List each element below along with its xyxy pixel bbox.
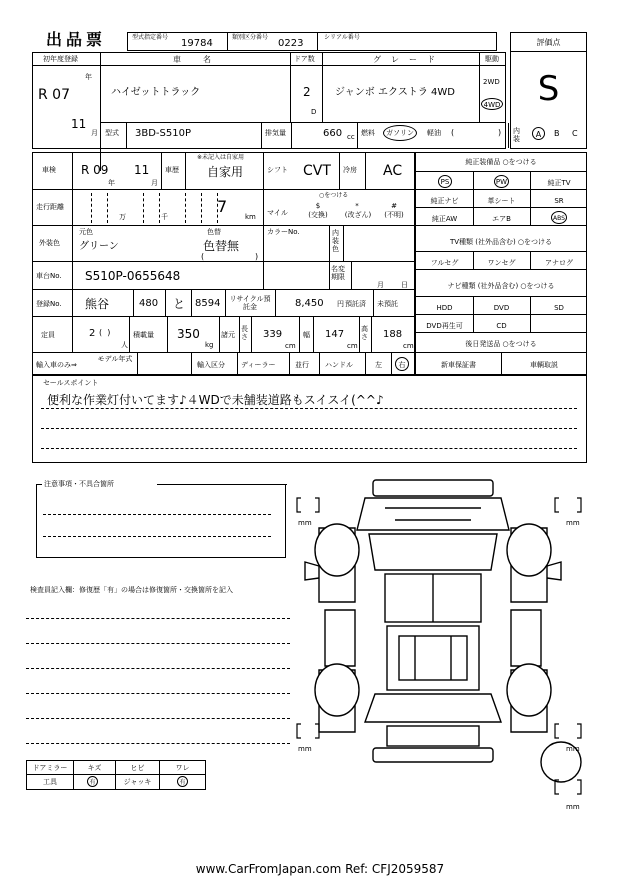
inspector-label: 検査員記入欄：修復歴「有」の場合は修復箇所・交換箇所を記入 (30, 586, 233, 594)
cd: CD (496, 322, 507, 330)
name-change-day: 日 (401, 281, 408, 289)
dealer-label: ディーラー (241, 361, 276, 369)
length-value: 339 (263, 329, 283, 340)
capacity-label: 定員 (41, 331, 55, 339)
genuine-tv: 純正TV (547, 179, 571, 187)
model-year-label: モデル年式 (97, 355, 133, 363)
caution-box (36, 484, 286, 558)
load-unit: kg (205, 341, 214, 349)
height-unit: cm (403, 342, 414, 350)
rating-value: S (537, 69, 560, 109)
capacity-unit: 人 (121, 341, 128, 349)
inspection-month-unit: 月 (151, 179, 158, 187)
bottom-table (26, 760, 206, 790)
vehicle-block: 初年度登録 年 R 07 11 月 車名 ハイゼットトラック ドア数 2 D グレード ジャンボ エクストラ 4WD 駆動 2WD 4WD 型式 3BD-S510P 排気量 660 cc 燃料 ガソリン 軽油 ( ) (32, 52, 506, 149)
jack-yes: 有 (177, 776, 188, 787)
mileage-unit: km (245, 213, 256, 221)
exchange-label: (交換) (308, 211, 328, 219)
sunroof: SR (554, 197, 564, 205)
footer-reference: www.CarFromJapan.com Ref: CFJ2059587 (195, 862, 445, 876)
rating-label: 評価点 (511, 33, 586, 52)
fuel-value: ガソリン (383, 125, 417, 141)
width-label: 幅 (303, 331, 310, 339)
height-label: 高さ (361, 325, 368, 341)
width-value: 147 (325, 329, 345, 340)
shift-value: CVT (303, 163, 331, 179)
grade-value: ジャンボ エクストラ 4WD (335, 87, 456, 98)
first-reg-month-unit: 月 (91, 129, 98, 137)
model-label: 型式 (105, 129, 119, 137)
interior-rating (510, 121, 587, 149)
reg-class: 480 (139, 298, 159, 309)
history-value: 自家用 (207, 165, 244, 179)
load-value: 350 (177, 327, 200, 341)
drive-2wd: 2WD (483, 78, 500, 86)
miles-label: マイル (267, 209, 288, 217)
mileage-label: 走行距離 (36, 203, 64, 211)
reg-kana: と (173, 297, 186, 311)
mileage-sen: 千 (161, 213, 168, 221)
recycle-not: 未預託 (377, 300, 398, 308)
displacement-label: 排気量 (265, 129, 286, 137)
reg-number: 8594 (195, 298, 221, 309)
inspection-year: R 09 (81, 163, 109, 177)
doors-value: 2 (303, 85, 311, 99)
exchange-symbol: $ (315, 202, 321, 210)
power-window: PW (494, 175, 509, 188)
later-title: 後日発送品 ○をつける (416, 333, 586, 353)
chassis-label: 車台No. (36, 272, 62, 280)
power-steering: PS (438, 175, 452, 188)
right-label: 右 (395, 357, 409, 371)
header-codes (127, 32, 497, 51)
reg-area: 熊谷 (85, 297, 110, 311)
genuine-navi: 純正ナビ (430, 197, 459, 205)
sales-block (32, 375, 587, 463)
sales-label: セールスポイント (43, 379, 99, 387)
class-label: 類別区分番号 (232, 34, 269, 41)
orig-color-label: 元色 (79, 228, 93, 236)
shift-label: シフト (267, 166, 288, 174)
tools-yes: 有 (87, 776, 98, 787)
color-num-label: 色替 (207, 228, 221, 236)
load-label: 積載量 (133, 331, 154, 339)
history-label: 車歴 (165, 166, 179, 174)
broken-label: ワレ (175, 764, 190, 772)
equipment-block (415, 152, 587, 375)
manual: 車輌取説 (530, 361, 558, 369)
recycle-value: 8,450 (295, 298, 324, 309)
fuel-label: 燃料 (361, 129, 375, 137)
leather-seat: 革シート (487, 197, 516, 205)
inspector-lines (26, 598, 290, 748)
navi-title: ナビ種類 (社外品含む) ○をつける (416, 270, 586, 297)
sales-text: 便利な作業灯付いてます♪４WDで未舗装道路もスイスイ(^^♪ (47, 393, 384, 407)
inspection-month: 11 (134, 163, 150, 177)
form-type-label: 型式指定番号 (132, 34, 169, 41)
abs: ABS (551, 211, 567, 224)
recycle-label: リサイクル預託金 (229, 295, 271, 311)
tread-mm-rear-left: mm (298, 745, 312, 753)
oneseg: ワンセグ (487, 259, 516, 267)
caution-label: 注意事項・不具合箇所 (44, 480, 114, 488)
dvd-player: DVD再生可 (426, 322, 463, 330)
displacement-value: 660 (323, 128, 343, 139)
crack-label: ヒビ (130, 764, 145, 772)
mileage-man: 万 (119, 213, 126, 221)
color-change-value: 色替無 (203, 239, 240, 253)
fullseg: フルセグ (430, 259, 459, 267)
color-no-label: カラーNo. (267, 228, 300, 236)
length-unit: cm (285, 342, 296, 350)
inspection-year-unit: 年 (108, 179, 115, 187)
details-block: 車検 R 09 年 11 月 車歴 ※未記入は自家用 自家用 シフト CVT 冷房 AC 走行距離 万 千 7 km ○をつける マイル $ (交換) * (改ざん) # (不明) 外装色 元色 グリーン 色替 色替無 ( ) カラーNo. 内装色 車台No. S510P-0655648 名変期限 月 日 登録No. 熊谷 480 と 8594 リサイクル預託金 8,450 円 預託済 未預託 定員 2 ( ) 人 積載量 350 kg 諸元 長さ 339 cm 幅 147 cm 高さ 188 cm 輸入車のみ⇒ モデル年式 輸入区分 ディーラー 並行 ハンドル 左 右 (32, 152, 415, 375)
length-label: 長さ (241, 325, 248, 341)
tamper-label: (改ざん) (344, 211, 372, 219)
grade-label: グレード (373, 55, 445, 64)
color-label: 外装色 (39, 239, 60, 247)
inspection-label: 車検 (42, 166, 56, 174)
doors-label: ドア数 (294, 55, 315, 63)
form-title: 出品票 (46, 30, 107, 49)
parallel-label: 並行 (295, 361, 309, 369)
handle-label: ハンドル (325, 361, 353, 369)
import-type-label: 輸入区分 (197, 361, 225, 369)
car-name-label: 車名 (173, 55, 233, 64)
genuine-aw: 純正AW (431, 215, 458, 223)
class-value: 0223 (278, 38, 304, 49)
light-oil-label: 軽油 (427, 129, 441, 137)
analog: アナログ (545, 259, 573, 267)
name-change-month: 月 (377, 281, 384, 289)
first-reg-month: 11 (71, 117, 87, 131)
jack-label: ジャッキ (123, 778, 152, 786)
form-type-value: 19784 (181, 38, 213, 49)
interior-color-label: 内装色 (332, 229, 339, 253)
tread-mm-rear-right: mm (566, 745, 580, 753)
chassis-value: S510P-0655648 (85, 269, 181, 283)
unknown-label: (不明) (384, 211, 404, 219)
left-label: 左 (375, 361, 382, 369)
recycle-unit: 円 (337, 300, 344, 308)
tools-label: 工具 (43, 778, 57, 786)
tv-title: TV種類 (社外品含む) ○をつける (416, 226, 586, 252)
door-mirror-label: ドアミラー (32, 764, 68, 772)
hdd: HDD (436, 304, 453, 312)
history-note: ※未記入は自家用 (197, 154, 245, 161)
ac-label: 冷房 (343, 166, 357, 174)
interior-c: C (572, 129, 578, 138)
first-reg-year-unit: 年 (85, 73, 92, 81)
tread-mm-front-left: mm (298, 519, 312, 527)
height-value: 188 (383, 329, 403, 340)
mileage-circle-note: ○をつける (319, 192, 349, 199)
mileage-value: 7 (217, 197, 228, 216)
tread-mm-front-right: mm (566, 519, 580, 527)
name-change-label: 名変期限 (331, 265, 345, 281)
ac-value: AC (383, 163, 403, 179)
tread-mm-spare: mm (566, 803, 580, 811)
capacity-value: 2 (89, 328, 96, 339)
drive-4wd: 4WD (481, 98, 503, 110)
reg-label: 登録No. (36, 300, 62, 308)
model-value: 3BD-S510P (135, 128, 191, 139)
recycle-deposited: 預託済 (345, 300, 366, 308)
import-only-label: 輸入車のみ⇒ (36, 361, 77, 369)
drive-label: 駆動 (485, 55, 499, 63)
car-name-value: ハイゼットトラック (111, 87, 201, 98)
dvd: DVD (493, 304, 510, 312)
car-body-diagram (295, 470, 595, 810)
unknown-symbol: # (391, 202, 397, 210)
width-unit: cm (347, 342, 358, 350)
sd: SD (554, 304, 564, 312)
genuine-title: 純正装備品 ○をつける (416, 153, 586, 172)
interior-b: B (554, 129, 560, 138)
airbag: エアB (492, 215, 511, 223)
displacement-unit: cc (347, 133, 355, 141)
orig-color-value: グリーン (79, 241, 119, 252)
first-reg-label: 初年度登録 (43, 55, 78, 63)
interior-a: A (532, 127, 545, 140)
serial-label: シリアル番号 (324, 34, 360, 41)
warranty: 新車保証書 (441, 361, 476, 369)
dims-label: 諸元 (221, 331, 235, 339)
interior-label: 内装 (513, 127, 520, 143)
tamper-symbol: * (355, 202, 359, 210)
scratch-label: キズ (87, 764, 102, 772)
first-reg-year: R 07 (38, 87, 70, 103)
doors-sub: D (311, 108, 317, 116)
